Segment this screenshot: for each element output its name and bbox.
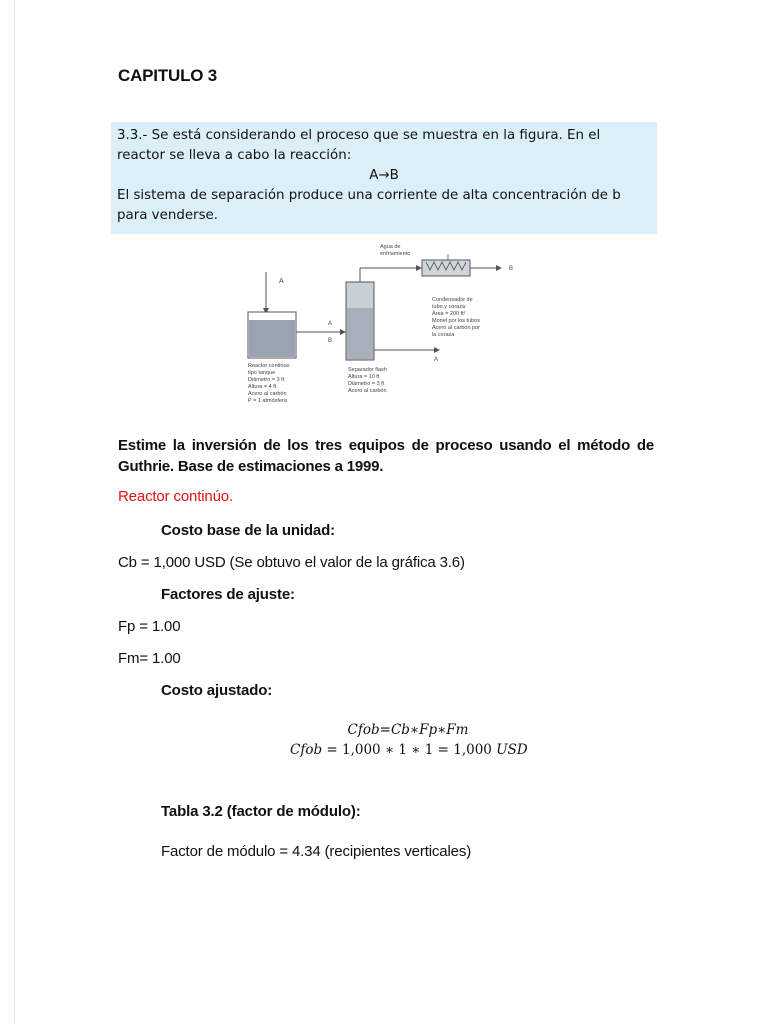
formula-lhs: Cfob — [290, 742, 323, 758]
label-stream-a-mid: A — [328, 321, 333, 327]
separator-spec-line: Separador flash — [348, 367, 387, 373]
module-factor: Factor de módulo = 4.34 (recipientes verticales) — [161, 843, 472, 860]
separator-spec-line: Altura = 10 ft — [348, 374, 380, 380]
fm-value: Fm= 1.00 — [118, 650, 181, 667]
reactor-spec-line: tipo tanque — [248, 370, 276, 376]
question-text — [118, 435, 654, 477]
reactor-spec — [248, 363, 291, 404]
formula-definition — [290, 722, 526, 738]
label-stream-a-top: A — [279, 278, 284, 285]
separator-spec — [348, 367, 388, 394]
overhead-arrow-icon — [416, 265, 422, 271]
condenser-spec — [432, 297, 482, 338]
problem-line-2: reactor se lleva a cabo la reacción: — [117, 148, 352, 163]
reactor-outlet-arrow-icon — [340, 329, 346, 335]
formula-unit: USD — [496, 742, 528, 758]
question-line-2: Guthrie. Base de estimaciones a 1999. — [118, 458, 384, 475]
product-arrow-icon — [496, 265, 502, 271]
condenser-spec-line: Condensador de — [432, 297, 473, 303]
label-cooling-water-1: Agua de — [380, 244, 401, 250]
reactor-liquid — [249, 320, 295, 357]
label-stream-a-out: A — [434, 357, 439, 363]
bottoms-arrow-icon — [434, 347, 440, 353]
reactor-spec-line: Reactor continuo — [248, 363, 290, 369]
process-diagram — [236, 238, 536, 418]
condenser-spec-line: Monel por los tubos — [432, 318, 480, 324]
condenser-spec-line: tubo y coraza — [432, 304, 466, 310]
condenser-spec-line: la coraza — [432, 332, 455, 338]
reactor-spec-line: P = 1 atmósfera — [248, 398, 287, 404]
question-line-1: Estime la inversión de los tres equipos de proceso usando el método de — [118, 437, 654, 454]
separator-spec-line: Diámetro = 3 ft — [348, 381, 385, 387]
problem-statement — [111, 122, 657, 234]
separator-spec-line: Acero al carbón — [348, 388, 387, 394]
page-edge — [14, 0, 15, 1024]
label-stream-b-out: B — [509, 266, 514, 272]
problem-line-3: El sistema de separación produce una corriente de alta concentración de b — [117, 188, 621, 203]
reactor-spec-line: Altura = 4 ft — [248, 384, 277, 390]
reactor-spec-line: Acero al carbón — [248, 391, 287, 397]
separator-shade — [347, 308, 373, 359]
base-cost-heading: Costo base de la unidad: — [161, 522, 335, 539]
formula-definition-text: Cfob=Cb∗Fp∗Fm — [347, 722, 469, 738]
chapter-title: CAPITULO 3 — [118, 66, 218, 85]
base-cost-value: Cb = 1,000 USD (Se obtuvo el valor de la gráfica 3.6) — [118, 554, 465, 571]
adjust-factors-heading: Factores de ajuste: — [161, 586, 295, 603]
condenser-spec-line: Área = 200 ft² — [432, 311, 466, 317]
reaction-equation: A→B — [369, 168, 399, 183]
table-heading: Tabla 3.2 (factor de módulo): — [161, 803, 361, 820]
label-stream-b-mid: B — [328, 338, 333, 344]
problem-line-4: para venderse. — [117, 208, 219, 223]
fp-value: Fp = 1.00 — [118, 618, 181, 635]
section-reactor: Reactor continúo. — [118, 488, 234, 505]
formula-rhs: = 1,000 ∗ 1 ∗ 1 = 1,000 — [322, 742, 497, 758]
formula-calculation — [290, 742, 526, 758]
reactor-spec-line: Diámetro = 3 ft — [248, 377, 285, 383]
adjusted-cost-heading: Costo ajustado: — [161, 682, 273, 699]
condenser-spec-line: Acero al carbón por — [432, 325, 480, 331]
problem-line-1: 3.3.- Se está considerando el proceso que se muestra en la figura. En el — [117, 128, 601, 143]
label-cooling-water-2: enfriamiento — [380, 251, 411, 257]
